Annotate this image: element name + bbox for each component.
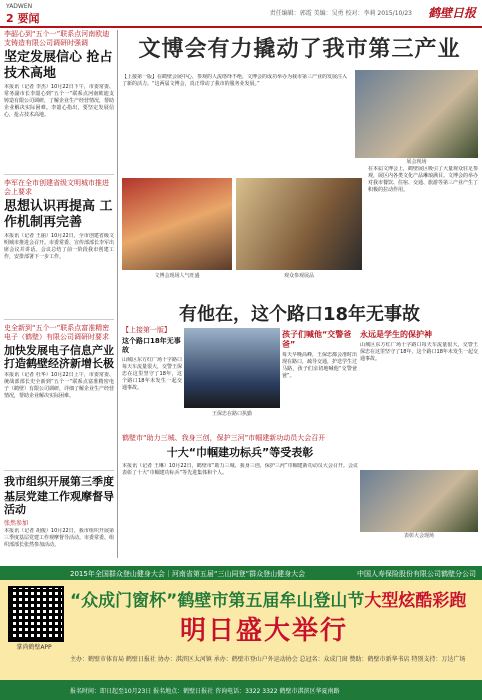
story-kicker: 我市组织开展第三季度	[4, 475, 114, 488]
second-headline[interactable]: 有他在，这个路口18年无事故	[178, 304, 421, 325]
third-body: 本报讯（记者 王琳）10月22日，鹤壁市“助力三城、我身三创，保护三河”巾帼建新功动员大会召开。会议表彰了十大“巾帼建功标兵”等先进集体和个人。	[122, 463, 358, 476]
story-title: 坚定发展信心 抢占技术高地	[4, 50, 113, 81]
story-1[interactable]	[4, 30, 114, 175]
photo-caption: 展会现场	[406, 159, 427, 165]
story-body: 本报讯（记者 李杰）10月22日下午，市委常委、常务副市长李韶心到“五个一”联系点河南欧迪支铸造有限公司调研，了解企业生产经营情况，帮助企业解决实际困难。李韶心指出，要坚定发展信心，抢占技术高地。	[4, 84, 114, 118]
story-body: 本报讯（记者 杜华）10月22日上午，市委常委、统战部部长史全新到“五个一”联系点富准精密电子（鹤壁）有限公司调研，详细了解企业生产经营情况，帮助企业解决实际困难。	[4, 372, 114, 399]
lead-right-body: 在本届文博会上，鹤壁展区吸引了大量观众驻足参观，展区内各类文化产品琳琅满目。文博会的举办对我市餐饮、住宿、交通、旅游等第三产业产生了积极的拉动作用。	[368, 166, 478, 193]
section-title	[6, 10, 40, 26]
second-intro	[122, 326, 182, 437]
second-body-3: 山城区东方红广场十字路口每天车流量很大，交警王保忠在这里坚守了18年，这个路口18年未发生一起交通事故。	[360, 342, 478, 362]
second-body-2: 每天早晚高峰，王保忠都会准时出现在路口，疏导交通，护送学生过马路，孩子们亲切地喊他“交警爸爸”。	[282, 352, 357, 379]
qr-code-icon[interactable]	[8, 586, 64, 642]
box-title: 孩子们喊他“交警爸爸”	[282, 330, 352, 349]
photo-caption: 表彰大会现场	[403, 533, 434, 539]
ad-bottom-bar	[0, 680, 482, 700]
site-label: YADWEN	[6, 3, 33, 10]
issue-meta: 责任编辑：郭霞 美编：吴勇 校对：李莉 2015/10/23	[269, 10, 412, 17]
crowd-photo	[122, 178, 232, 270]
ad-title-highlight: 大型炫酷彩跑	[364, 591, 467, 611]
story-2[interactable]	[4, 179, 114, 320]
story-title: 思想认识再提高 工作机制再完善	[4, 199, 113, 230]
advertisement[interactable]	[0, 566, 482, 700]
qr-label: 掌尚鹤壁APP	[16, 644, 52, 651]
photo-caption: 文博会现场人气旺盛	[154, 273, 200, 279]
masthead	[0, 0, 482, 28]
lead-photo-row	[122, 178, 362, 286]
story-title: 基层党建工作观摩督导活动	[4, 490, 114, 516]
second-kicker: 【上接第一版】	[122, 326, 171, 334]
left-column	[4, 30, 114, 585]
ad-bottom-text: 报名时间：即日起至10月23日 报名地点：鹤壁日报社 咨询电话：3322 3322 鹤壁市淇滨区华夏南路	[70, 688, 340, 695]
story-kicker: 李韶心到“五个一”联系点河南欧迪支铸造有限公司调研时强调	[4, 30, 110, 47]
police-photo	[184, 328, 280, 408]
photo-caption: 观众参观展品	[283, 273, 314, 279]
story-title: 加快发展电子信息产业 打造鹤壁经济新增长极	[4, 344, 114, 370]
third-story[interactable]	[122, 434, 358, 553]
ad-big-text: 明日盛大举行	[180, 616, 349, 646]
ad-title-prefix: “众成门窗杯”鹤壁市第五届牟山登山节	[70, 591, 365, 611]
ad-top-bar	[0, 566, 482, 580]
story-kicker: 李军在全市创建省级文明城市推进会上要求	[4, 179, 109, 196]
column-divider	[117, 30, 118, 558]
story-kicker: 史全新到“五个一”联系点富准精密电子（鹤壁）有限公司调研时要求	[4, 324, 110, 341]
visitors-photo	[236, 178, 362, 270]
third-title: 十大“巾帼建功标兵”等受表彰	[166, 446, 314, 459]
newspaper-logo: 鹤壁日报	[427, 6, 476, 20]
story-subtitle: 张然参加	[4, 520, 29, 527]
box-title-2: 永远是学生的保护神	[360, 330, 432, 339]
exhibition-photo	[355, 70, 478, 158]
story-3[interactable]	[4, 324, 114, 471]
ad-title	[70, 586, 480, 611]
story-body: 本报讯（记者 胡俊）10月22日，我市组织开展第三季度基层党建工作观摩督导活动。市委常委、组织部部长张然参加活动。	[4, 528, 114, 548]
ceremony-photo	[360, 470, 478, 532]
ad-top-right: 中国人寿保险股份有限公司鹤壁分公司	[357, 570, 476, 578]
story-body: 本报讯（记者 王丽）10月22日，全市创建省级文明城市推进会召开。市委常委、宣传部部长李军出席会议并讲话。会议总结了前一阶段我市创建工作，安排部署下一步工作。	[4, 233, 114, 260]
ad-top-left: 2015年全国群众登山健身大会｜河南省第五届“三山同登”群众登山健身大会	[70, 570, 306, 578]
section-name: 要闻	[17, 12, 40, 25]
second-column-2	[360, 328, 478, 468]
ad-info: 主办：鹤壁市体育局 鹤壁日报社 协办：淇滨区太河镇 承办：鹤壁市登山户外运动协会 总冠名：众成门窗 赞助：鹤壁市新华书店 特别支持：万达广场	[70, 656, 466, 663]
second-subtitle: 这个路口18年无事故	[122, 337, 181, 354]
third-kicker: 鹤壁市“助力三城、我身三创，保护三河”市帼建新功动员大会召开	[122, 434, 326, 442]
lead-photo-right	[355, 70, 478, 165]
lead-body: 【上接第一版】在鹤壁会展中心，参观的人流络绎不绝，文博会的成功举办为我市第三产业的发展注入了新的活力。“这两届文博会，真正带动了我市的服务业发展。”	[122, 74, 347, 87]
second-body-1: 山城区东方红广场十字路口每天车流量很大，交警王保忠在这里坚守了18年，这个路口18年未发生一起交通事故。	[122, 357, 182, 391]
section-number: 2	[6, 12, 14, 25]
police-photo-caption: 王保忠在路口执勤	[211, 411, 252, 417]
third-photo	[360, 470, 478, 540]
lead-headline[interactable]: 文博会有力撬动了我市第三产业	[138, 37, 461, 62]
